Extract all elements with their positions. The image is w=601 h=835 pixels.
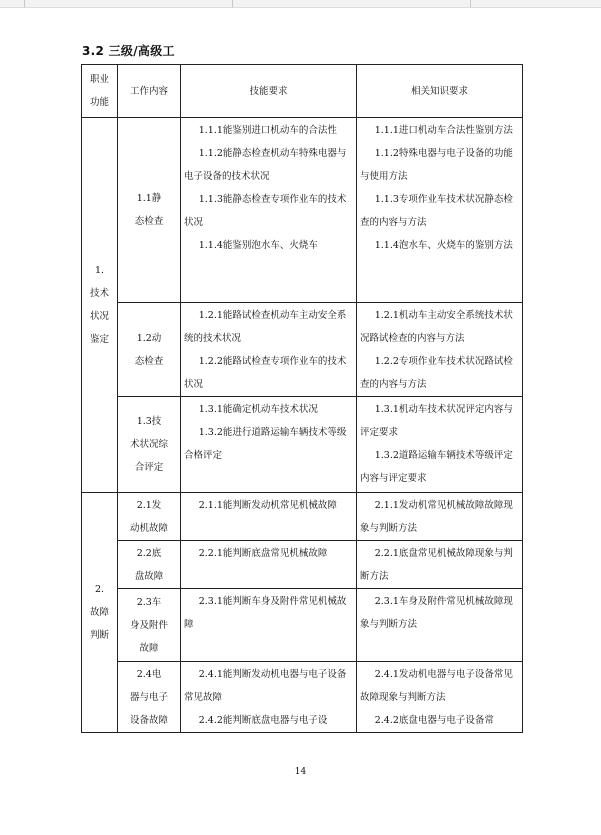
work-content-cell: 2.2底 盘故障 xyxy=(118,541,181,589)
knowledge-requirements-cell xyxy=(357,303,523,397)
table-row xyxy=(82,493,523,541)
knowledge-item: 1.1.4泡水车、火烧车的鉴别方法 xyxy=(374,240,513,251)
skill-item: 2.1.1能判断发动机常见机械故障 xyxy=(198,500,337,511)
skill-item: 1.1.2能静态检查机动车特殊电器与电子设备的技术状况 xyxy=(184,148,347,182)
knowledge-requirements-cell xyxy=(357,397,523,493)
knowledge-item: 1.2.2专项作业车技术状况路试检查的内容与方法 xyxy=(360,356,513,390)
knowledge-item: 2.3.1车身及附件常见机械故障现象与判断方法 xyxy=(360,596,513,630)
knowledge-requirements-cell xyxy=(357,541,523,589)
skill-item: 1.1.4能鉴别泡水车、火烧车 xyxy=(198,240,318,251)
knowledge-requirements-cell xyxy=(357,493,523,541)
knowledge-item: 2.1.1发动机常见机械故障故障现象与判断方法 xyxy=(360,500,513,534)
skills-table xyxy=(81,64,523,733)
skill-item: 1.3.2能进行道路运输车辆技术等级合格评定 xyxy=(184,427,347,461)
table-row xyxy=(82,589,523,662)
skill-item: 1.2.1能路试检查机动车主动安全系统的技术状况 xyxy=(184,310,347,344)
work-content-cell: 2.3车 身及附件 故障 xyxy=(118,589,181,662)
table-row xyxy=(82,541,523,589)
skill-item: 1.3.1能确定机动车技术状况 xyxy=(198,404,318,415)
skill-requirements-cell xyxy=(181,541,357,589)
knowledge-item: 1.1.2特殊电器与电子设备的功能与使用方法 xyxy=(360,148,513,182)
table-row xyxy=(82,118,523,303)
table-row xyxy=(82,303,523,397)
knowledge-item: 1.3.2道路运输车辆技术等级评定内容与评定要求 xyxy=(360,450,513,484)
skill-requirements-cell xyxy=(181,493,357,541)
header-work-content: 工作内容 xyxy=(118,65,181,118)
knowledge-requirements-cell xyxy=(357,662,523,733)
work-content-cell: 1.3技 术状况综 合评定 xyxy=(118,397,181,493)
table-row xyxy=(82,662,523,733)
knowledge-item: 1.1.3专项作业车技术状况静态检查的内容与方法 xyxy=(360,194,513,228)
knowledge-item: 2.2.1底盘常见机械故障现象与判断方法 xyxy=(360,548,513,582)
skill-item: 2.4.2能判断底盘电器与电子设 xyxy=(198,715,328,726)
skill-item: 1.1.3能静态检查专项作业车的技术状况 xyxy=(184,194,347,228)
skill-item: 2.4.1能判断发动机电器与电子设备常见故障 xyxy=(184,669,347,703)
header-knowledge-requirements: 相关知识要求 xyxy=(357,65,523,118)
skill-requirements-cell xyxy=(181,118,357,303)
work-content-cell: 2.4电 器与电子 设备故障 xyxy=(118,662,181,733)
knowledge-item: 1.2.1机动车主动安全系统技术状况路试检查的内容与方法 xyxy=(360,310,513,344)
knowledge-item: 1.3.1机动车技术状况评定内容与评定要求 xyxy=(360,404,513,438)
skill-requirements-cell xyxy=(181,397,357,493)
header-function: 职业 功能 xyxy=(82,65,118,118)
skill-requirements-cell xyxy=(181,589,357,662)
knowledge-item: 2.4.2底盘电器与电子设备常 xyxy=(374,715,494,726)
skill-item: 2.3.1能判断车身及附件常见机械故障 xyxy=(184,596,347,630)
top-toolbar-strip xyxy=(0,0,601,8)
knowledge-item: 2.4.1发动机电器与电子设备常见故障现象与判断方法 xyxy=(360,669,513,703)
knowledge-requirements-cell xyxy=(357,118,523,303)
table-header-row xyxy=(82,65,523,118)
function-cell: 2. 故障 判断 xyxy=(82,493,118,733)
function-cell: 1. 技术 状况 鉴定 xyxy=(82,118,118,493)
work-content-cell: 1.1静 态检查 xyxy=(118,118,181,303)
table-row xyxy=(82,397,523,493)
work-content-cell: 2.1发 动机故障 xyxy=(118,493,181,541)
skill-item: 1.2.2能路试检查专项作业车的技术状况 xyxy=(184,356,347,390)
knowledge-requirements-cell xyxy=(357,589,523,662)
section-heading: 3.2 三级/高级工 xyxy=(82,44,175,58)
page-number: 14 xyxy=(294,767,307,777)
skill-requirements-cell xyxy=(181,662,357,733)
skill-requirements-cell xyxy=(181,303,357,397)
work-content-cell: 1.2动 态检查 xyxy=(118,303,181,397)
header-skill-requirements: 技能要求 xyxy=(181,65,357,118)
skill-item: 1.1.1能鉴别进口机动车的合法性 xyxy=(198,125,337,136)
skill-item: 2.2.1能判断底盘常见机械故障 xyxy=(198,548,328,559)
knowledge-item: 1.1.1进口机动车合法性鉴别方法 xyxy=(374,125,513,136)
